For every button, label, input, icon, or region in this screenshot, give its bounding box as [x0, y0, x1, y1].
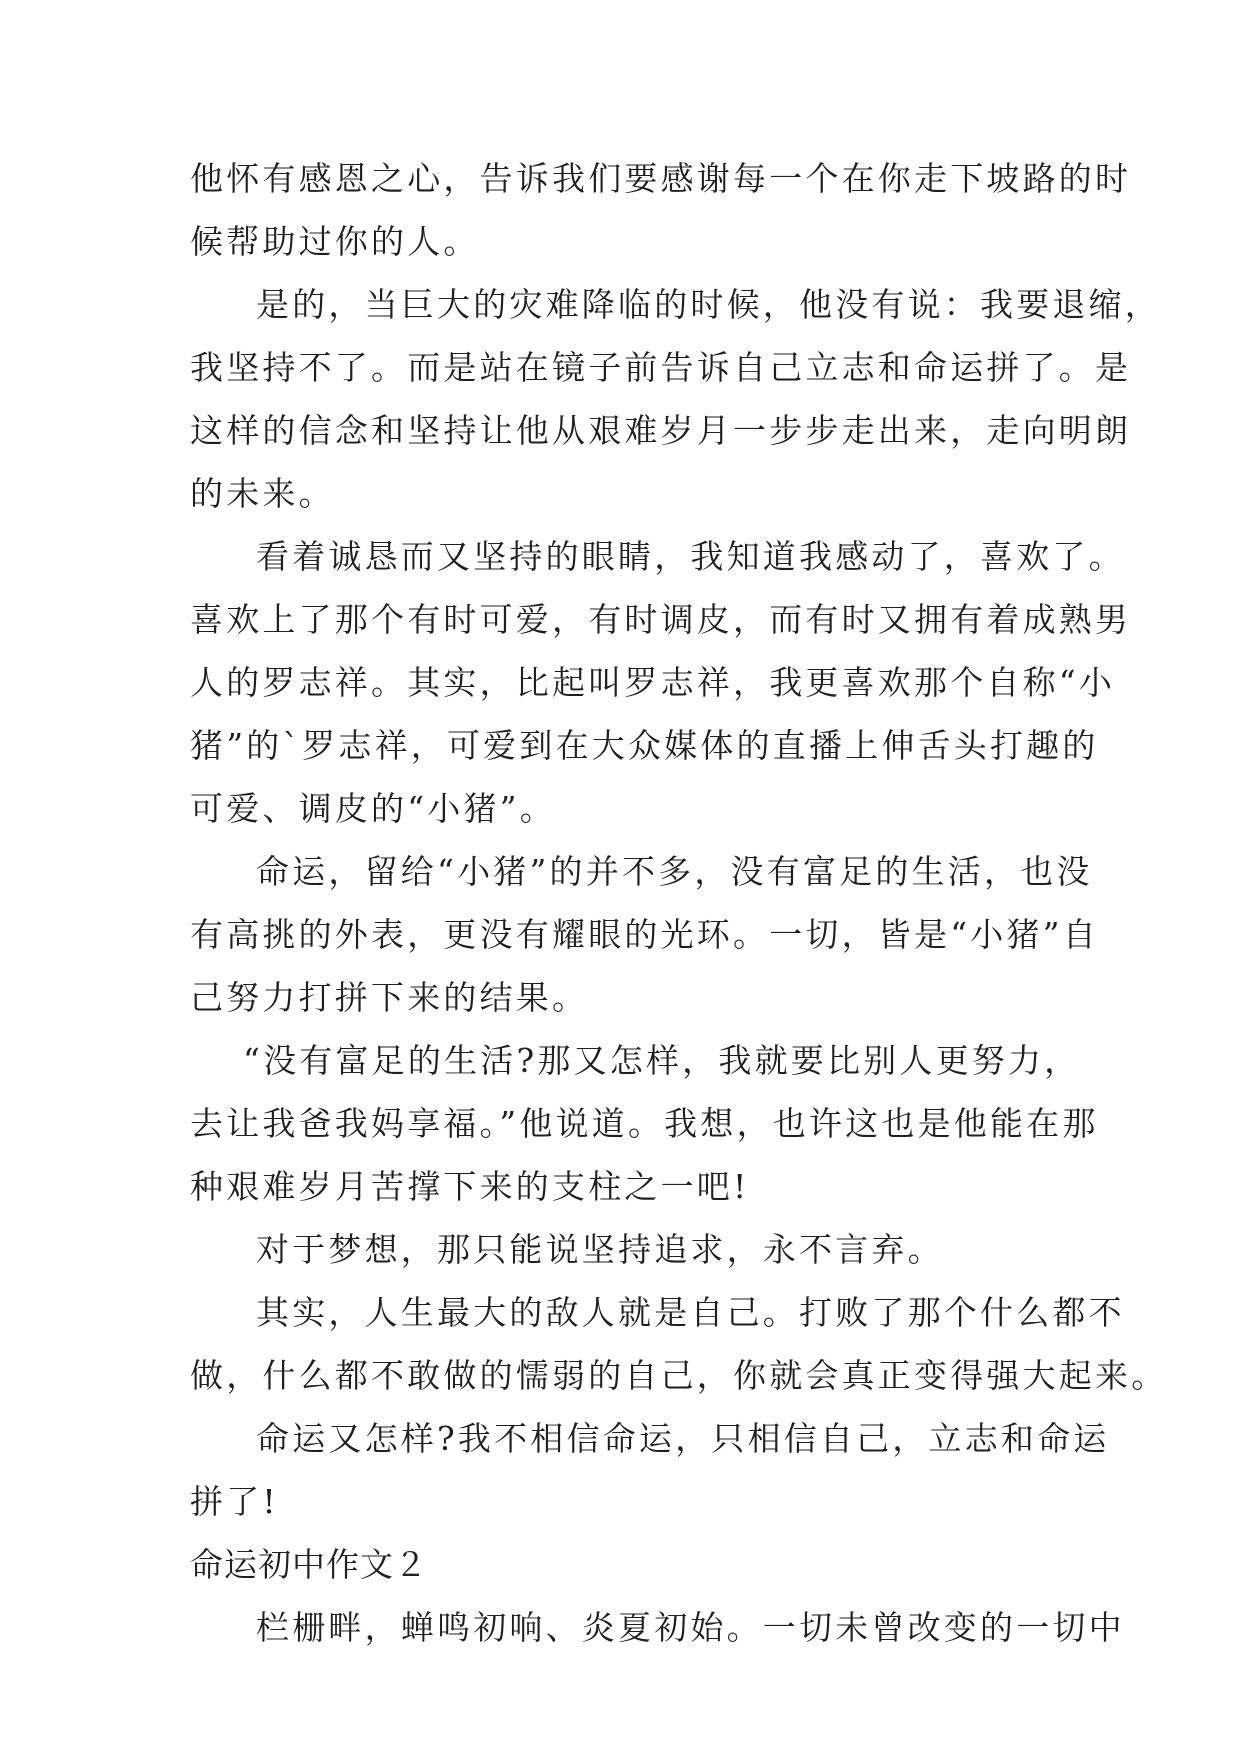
text-line-16: 去让我爸我妈享福。”他说道。我想，也许这也是他能在那 [190, 1104, 1099, 1143]
text-line-2: 候帮助过你的人。 [190, 222, 480, 261]
text-line-1: 他怀有感恩之心，告诉我们要感谢每一个在你走下坡路的时 [190, 159, 1132, 198]
text-line-6: 的未来。 [190, 474, 335, 513]
text-line-7: 看着诚恳而又坚持的眼睛，我知道我感动了，喜欢了。 [256, 537, 1125, 576]
text-line-4: 我坚持不了。而是站在镜子前告诉自己立志和命运拼了。是 [190, 348, 1132, 387]
text-line-5: 这样的信念和坚持让他从艰难岁月一步步走出来，走向明朗 [190, 411, 1132, 450]
text-line-22: 拼了! [190, 1482, 279, 1521]
text-line-3: 是的，当巨大的灾难降临的时候，他没有说：我要退缩， [256, 285, 1161, 324]
text-line-19: 其实，人生最大的敌人就是自己。打败了那个什么都不 [256, 1293, 1125, 1332]
text-line-10: 猪”的`罗志祥，可爱到在大众媒体的直播上伸舌头打趣的 [190, 726, 1099, 765]
text-line-14: 己努力打拼下来的结果。 [190, 978, 589, 1017]
text-line-24: 栏栅畔，蝉鸣初响、炎夏初始。一切未曾改变的一切中 [256, 1608, 1125, 1647]
text-line-21: 命运又怎样?我不相信命运，只相信自己，立志和命运 [256, 1419, 1110, 1458]
text-line-17: 种艰难岁月苦撑下来的支柱之一吧! [190, 1167, 750, 1206]
text-line-8: 喜欢上了那个有时可爱，有时调皮，而有时又拥有着成熟男 [190, 600, 1132, 639]
text-line-9: 人的罗志祥。其实，比起叫罗志祥，我更喜欢那个自称“小 [190, 663, 1116, 702]
text-line-15: “没有富足的生活?那又怎样，我就要比别人更努力， [243, 1041, 1081, 1080]
text-line-11: 可爱、调皮的“小猪”。 [190, 789, 556, 828]
text-line-20: 做，什么都不敢做的懦弱的自己，你就会真正变得强大起来。 [190, 1356, 1168, 1395]
text-line-18: 对于梦想，那只能说坚持追求，永不言弃。 [256, 1230, 944, 1269]
text-line-13: 有高挑的外表，更没有耀眼的光环。一切，皆是“小猪”自 [190, 915, 1099, 954]
section-heading: 命运初中作文２ [190, 1545, 428, 1584]
text-line-12: 命运，留给“小猪”的并不多，没有富足的生活，也没 [256, 852, 1093, 891]
